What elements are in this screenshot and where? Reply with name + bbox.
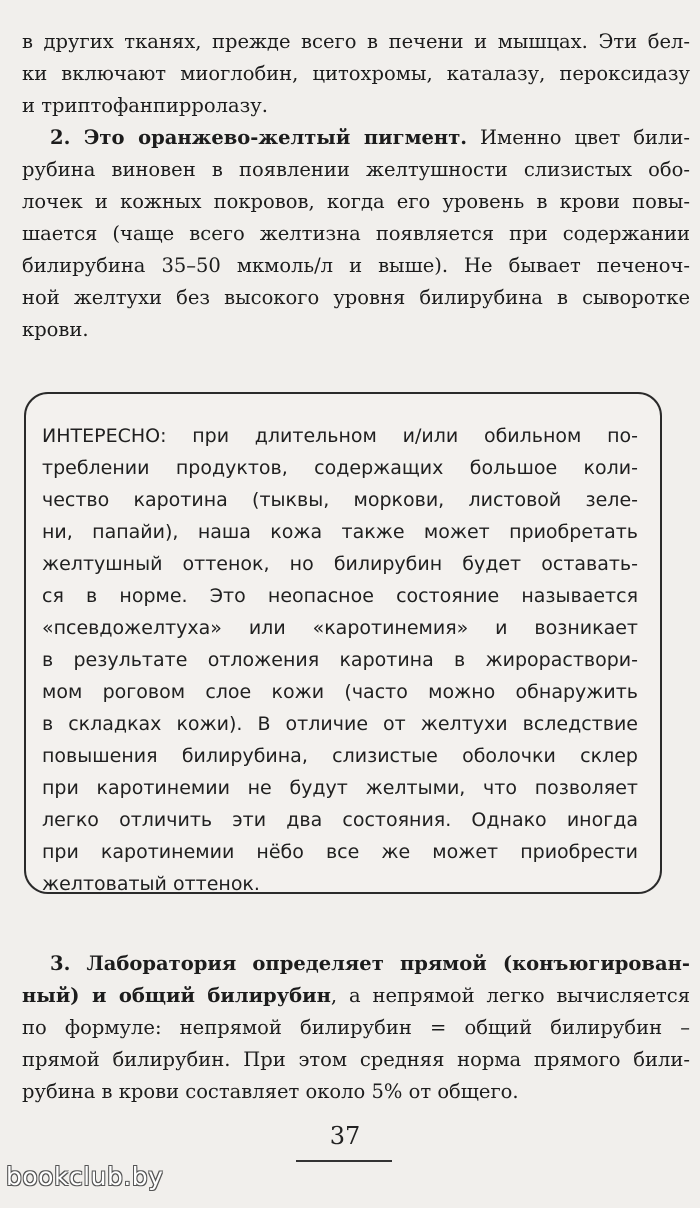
callout-line-5: желтушный оттенок, но билирубин будет оставать- (42, 553, 638, 575)
para3-line-3: по формуле: непрямой билирубин = общий билирубин – (22, 1016, 690, 1039)
para2-line-6: ной желтухи без высокого уровня билирубина в сыворотке (22, 286, 690, 309)
para3-line-4: прямой билирубин. При этом средняя норма прямого били- (22, 1048, 690, 1071)
callout-line-4: ни, папайи), наша кожа также может приобретать (42, 521, 638, 543)
callout-line-13: легко отличить эти два состояния. Однако иногда (42, 809, 638, 831)
para2-first-rest: Именно цвет били- (467, 126, 690, 149)
para3-line-1 (50, 948, 690, 980)
para3-line-5: рубина в крови составляет около 5% от общего. (22, 1080, 519, 1103)
para2-line-5: билирубина 35–50 мкмоль/л и выше). Не бывает печеноч- (22, 254, 690, 277)
para1-line-1: в других тканях, прежде всего в печени и мышцах. Эти бел- (22, 30, 690, 53)
page-number-rule (296, 1160, 392, 1162)
para3-line-2 (22, 980, 690, 1012)
callout-line-11: повышения билирубина, слизистые оболочки склер (42, 745, 638, 767)
para2-line-3: лочек и кожных покровов, когда его уровень в крови повы- (22, 190, 690, 213)
para2-line-1 (50, 122, 690, 154)
callout-line-15: желтоватый оттенок. (42, 873, 260, 895)
para3-line2-rest: , а непрямой легко вычисляется (330, 984, 691, 1007)
para3-heading-1: 3. Лаборатория определяет прямой (конъюгирован- (50, 952, 690, 975)
para2-heading: 2. Это оранжево-желтый пигмент. (50, 126, 468, 149)
callout-line-2: треблении продуктов, содержащих большое коли- (42, 457, 638, 479)
callout-line-6: ся в норме. Это неопасное состояние называется (42, 585, 638, 607)
callout-line-8: в результате отложения каротина в жирораствори- (42, 649, 638, 671)
para2-line-4: шается (чаще всего желтизна появляется при содержании (22, 222, 690, 245)
callout-line-10: в складках кожи). В отличие от желтухи вследствие (42, 713, 638, 735)
watermark: bookclub.by (6, 1162, 164, 1191)
para1-line-3: и триптофанпирролазу. (22, 94, 268, 117)
callout-line-1: ИНТЕРЕСНО: при длительном и/или обильном по- (42, 425, 638, 447)
para2-line-7: крови. (22, 318, 89, 341)
page-number: 37 (329, 1122, 361, 1150)
para3-heading-2: ный) и общий билирубин (22, 984, 331, 1007)
callout-line-14: при каротинемии нёбо все же может приобрести (42, 841, 638, 863)
callout-line-3: чество каротина (тыквы, моркови, листовой зеле- (42, 489, 638, 511)
callout-line-12: при каротинемии не будут желтыми, что позволяет (42, 777, 638, 799)
para2-line-2: рубина виновен в появлении желтушности слизистых обо- (22, 158, 690, 181)
callout-line-9: мом роговом слое кожи (часто можно обнаружить (42, 681, 638, 703)
para1-line-2: ки включают миоглобин, цитохромы, каталазу, пероксидазу (22, 62, 690, 85)
callout-line-7: «псевдожелтуха» или «каротинемия» и возникает (42, 617, 638, 639)
